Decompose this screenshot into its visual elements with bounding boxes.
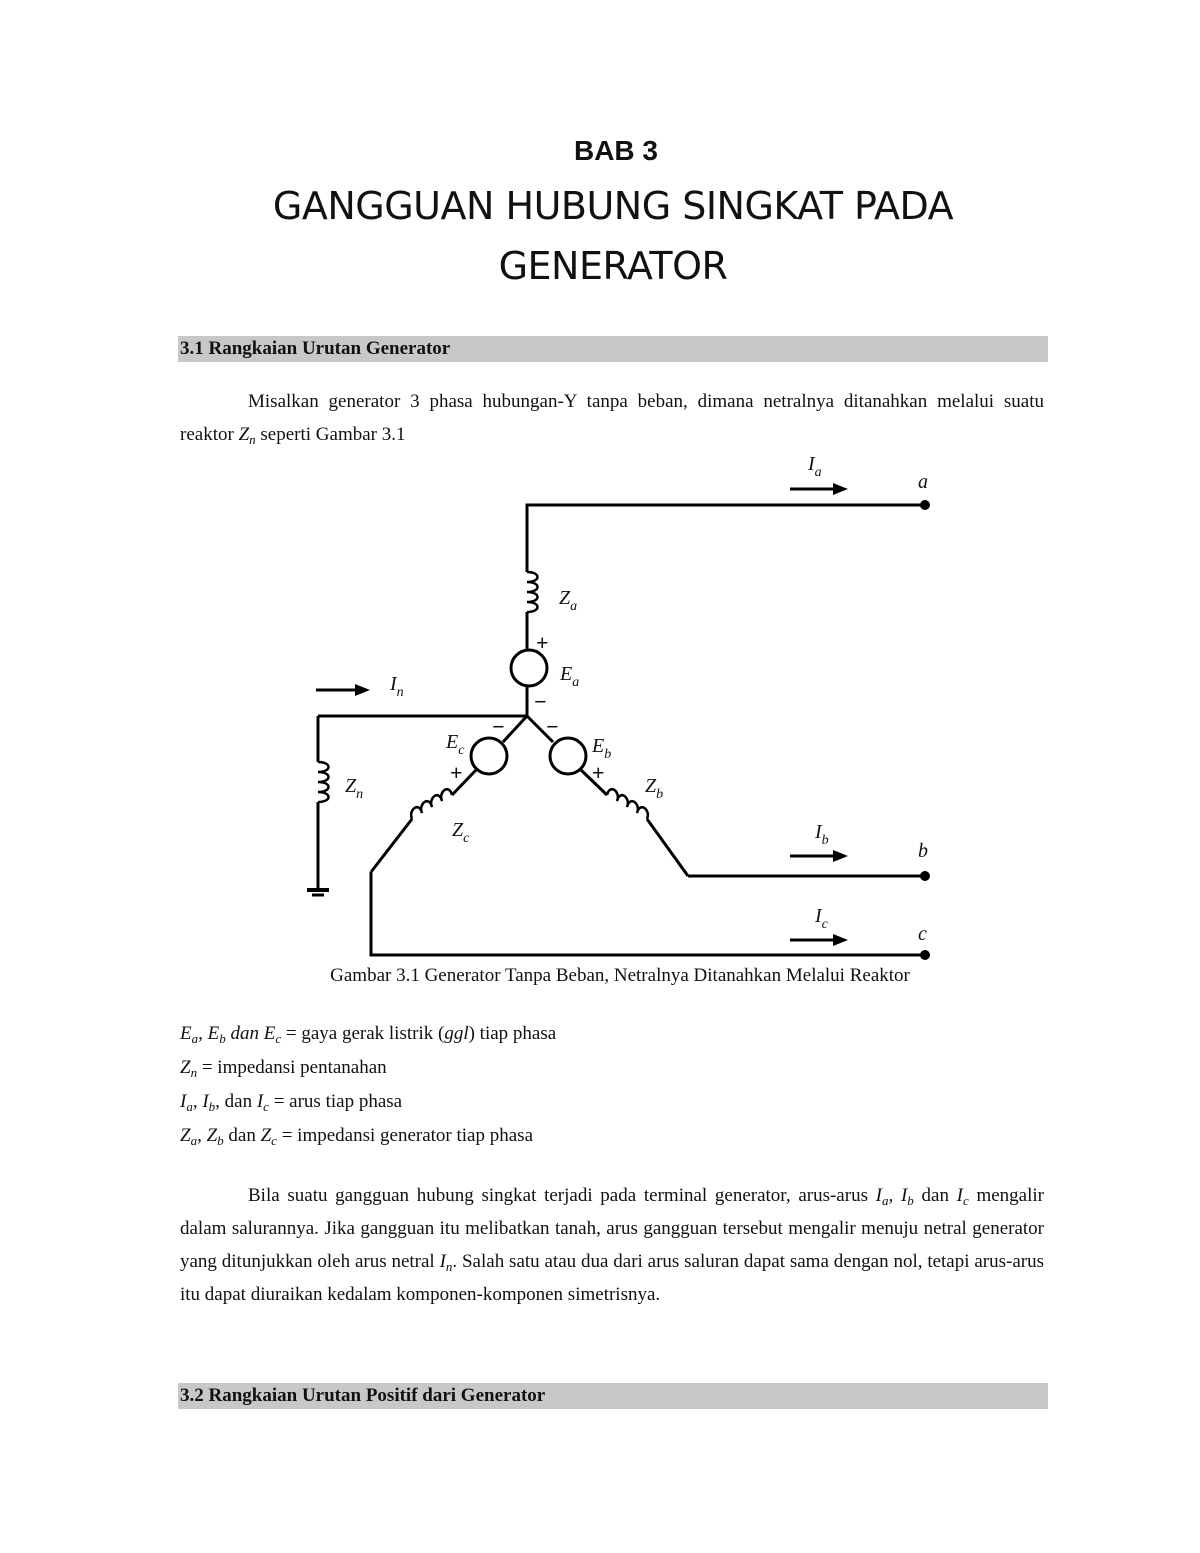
label-zn: $Z_n$: [345, 775, 364, 802]
za-inductor: [527, 572, 538, 612]
ec-plus-sign: +: [450, 760, 463, 785]
ea-source: [511, 650, 547, 686]
ec-source: [471, 738, 507, 774]
ea-plus-sign: +: [536, 630, 549, 655]
definition-currents: $I_a$, $I_b$, dan $I_c$ = arus tiap phasa: [180, 1091, 403, 1114]
chapter-number: BAB 3: [573, 135, 658, 166]
terminal-a-dot: [922, 502, 929, 509]
chapter-title: [178, 176, 1048, 296]
label-ia: $I_a$: [808, 453, 822, 480]
label-terminal-c: c: [918, 923, 927, 945]
definition-emf: $E_a$, $E_b$ dan $E_c$ = gaya gerak listrik (ggl) tiap phasa: [180, 1023, 557, 1046]
ea-minus-sign: −: [534, 689, 547, 714]
terminal-c-dot: [922, 952, 929, 959]
section-heading-3-1: [178, 336, 1048, 362]
label-ic: $I_c$: [815, 905, 828, 932]
label-za: $Z_a$: [559, 587, 578, 614]
fault-paragraph: Bila suatu gangguan hubung singkat terjadi pada terminal generator, arus-arus $I_a$, $I_b$ dan $I_c$ mengalir dalam salurannya. Jika gangguan itu melibatkan tanah, arus gangguan tersebut mengalir menuju netral generator yang ditunjukkan oleh arus netral $I_n$. Salah satu atau dua dari arus saluran dapat sama dengan nol, tetapi arus-arus itu dapat diuraikan kedalam komponen-komponen simetrisnya.: [180, 1185, 1045, 1305]
eb-source: [550, 738, 586, 774]
terminal-b-dot: [922, 873, 929, 880]
phase-c-wire: [371, 872, 925, 955]
symbol-zn: $Z_n$: [238, 424, 256, 447]
chapter-title-line1: GANGGUAN HUBUNG SINGKAT PADA: [272, 184, 954, 228]
definition-impedances: $Z_a$, $Z_b$ dan $Z_c$ = impedansi generator tiap phasa: [180, 1125, 533, 1148]
symbol-definitions: [180, 1017, 556, 1153]
intro-text-part2: seperti Gambar 3.1: [255, 424, 406, 445]
intro-text-part1: Misalkan generator 3 phasa hubungan-Y tanpa beban, dimana netralnya ditanahkan melalui suatu reaktor: [180, 391, 1044, 445]
eb-plus-sign: +: [592, 760, 605, 785]
ec-minus-sign: −: [492, 714, 505, 739]
label-zb: $Z_b$: [645, 775, 664, 802]
zc-inductor: [411, 789, 452, 819]
label-ib: $I_b$: [815, 821, 829, 848]
section-heading-3-1-text: 3.1 Rangkaian Urutan Generator: [180, 338, 451, 359]
definition-emf-text: = gaya gerak listrik (ggl) tiap phasa: [285, 1023, 557, 1044]
label-ec: $E_c$: [446, 731, 465, 758]
eb-minus-sign: −: [546, 714, 559, 739]
definition-zn: $Z_n$ = impedansi pentanahan: [180, 1057, 387, 1080]
label-zc: $Z_c$: [452, 819, 470, 846]
label-terminal-a: a: [918, 471, 928, 493]
zn-inductor: [318, 762, 329, 802]
section-heading-3-2: [178, 1383, 1048, 1409]
label-in: $I_n$: [390, 673, 404, 700]
figure-caption: Gambar 3.1 Generator Tanpa Beban, Netralnya Ditanahkan Melalui Reaktor: [330, 965, 910, 986]
label-terminal-b: b: [918, 840, 928, 862]
generator-circuit-diagram: [0, 440, 1200, 970]
label-eb: $E_b$: [592, 735, 612, 762]
label-ea: $E_a$: [560, 663, 580, 690]
phase-a-wire: [527, 505, 925, 572]
zb-inductor: [607, 789, 648, 819]
section-heading-3-2-text: 3.2 Rangkaian Urutan Positif dari Generator: [180, 1385, 546, 1406]
chapter-title-line2: GENERATOR: [498, 244, 728, 288]
